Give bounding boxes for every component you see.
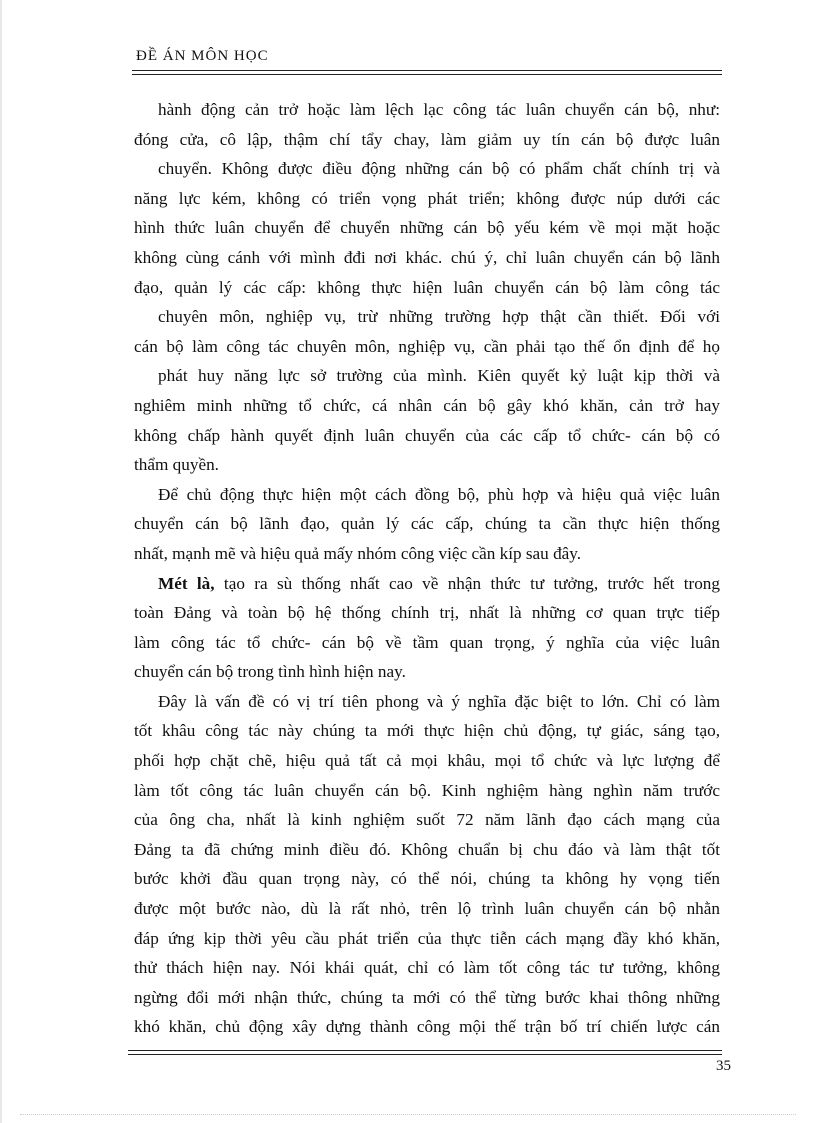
header-rule — [132, 70, 722, 71]
page-number: 35 — [716, 1058, 731, 1074]
text-line: Đảng ta đã chứng minh điều đó. Không chuẩn bị chu đáo và làm thật tốt — [134, 839, 720, 859]
text-line: được một bước nào, dù là rất nhỏ, trên lộ trình luân chuyển cán bộ nhằn — [134, 899, 720, 919]
text-line: nghiêm minh những tổ chức, cá nhân cán bộ gây khó khăn, cản trở hay — [134, 395, 720, 415]
text-line: chuyên môn, nghiệp vụ, trừ những trường hợp thật cần thiết. Đối với — [158, 307, 720, 327]
text-line: chuyển. Không được điều động những cán bộ có phẩm chất chính trị và — [158, 159, 720, 179]
text-line: Đây là vấn đề có vị trí tiên phong và ý nghĩa đặc biệt to lớn. Chỉ có làm — [158, 691, 720, 711]
text-line: cán bộ làm công tác chuyên môn, nghiệp vụ, cần phải tạo thế ổn định để họ — [134, 336, 720, 356]
text-line: đóng cửa, cô lập, thậm chí tẩy chay, làm giảm uy tín cán bộ được luân — [134, 129, 720, 149]
text-line: ngừng đổi mới nhận thức, chúng ta mới có thể từng bước khai thông những — [134, 987, 720, 1007]
text-line: năng lực kém, không có triển vọng phát triển; không được núp dưới các — [134, 188, 720, 208]
text-line: phối hợp chặt chẽ, hiệu quả tất cả mọi khâu, mọi tổ chức và lực lượng để — [134, 751, 720, 771]
bold-lead: Mét là, — [158, 573, 215, 593]
text-line: khó khăn, chủ động xây dựng thành công mội thế trận bố trí chiến lược cán — [134, 1017, 720, 1037]
text-line: hình thức luân chuyển để chuyển những cán bộ yếu kém về mọi mặt hoặc — [134, 218, 720, 238]
page-bottom-divider — [20, 1114, 796, 1115]
header-rule — [132, 74, 722, 75]
text-line: tốt khâu công tác này chúng ta mới thực hiện chủ động, tự giác, sáng tạo, — [134, 721, 720, 741]
text-line: phát huy năng lực sở trường của mình. Kiên quyết kỷ luật kịp thời và — [158, 366, 720, 386]
text-line: Để chủ động thực hiện một cách đồng bộ, phù hợp và hiệu quả việc luân — [158, 484, 720, 504]
text-line: thử thách hiện nay. Nói khái quát, chỉ có làm tốt công tác tư tưởng, không — [134, 958, 720, 978]
text-line: chuyển cán bộ trong tình hình hiện nay. — [134, 662, 406, 682]
footer-rule — [128, 1050, 722, 1051]
text-line: đạo, quản lý các cấp: không thực hiện luân chuyển cán bộ làm công tác — [134, 277, 720, 297]
text-line: nhất, mạnh mẽ và hiệu quả mấy nhóm công việc cần kíp sau đây. — [134, 543, 582, 563]
text-line: hành động cản trở hoặc làm lệch lạc công tác luân chuyển cán bộ, như: — [158, 100, 720, 119]
text-line: của ông cha, nhất là kinh nghiệm suốt 72 năm lãnh đạo cách mạng của — [134, 810, 720, 830]
text-line: làm tốt công tác luân chuyển cán bộ. Kinh nghiệm hàng nghìn năm trước — [134, 780, 720, 800]
text-line: bước khởi đầu quan trọng này, có thể nói, chúng ta không hy vọng tiến — [134, 869, 720, 889]
page-edge — [0, 0, 2, 1123]
text-line: toàn Đảng và toàn bộ hệ thống chính trị, nhất là những cơ quan trực tiếp — [134, 603, 720, 623]
document-body — [134, 95, 720, 1042]
text-line: không chấp hành quyết định luân chuyển của các cấp tổ chức- cán bộ có — [134, 425, 720, 445]
text-span: tạo ra sù thống nhất cao về nhận thức tư tưởng, trước hết trong — [223, 573, 720, 593]
text-line: chuyển cán bộ lãnh đạo, quản lý các cấp, chúng ta cần thực hiện thống — [134, 514, 720, 534]
text-line: làm công tác tổ chức- cán bộ về tầm quan trọng, ý nghĩa của việc luân — [134, 632, 720, 652]
footer-rule — [128, 1054, 722, 1055]
text-line: đáp ứng kịp thời yêu cầu phát triển của thực tiễn cách mạng đầy khó khăn, — [134, 928, 720, 948]
text-line-with-bold-lead — [134, 569, 720, 599]
text-line: thẩm quyền. — [134, 455, 219, 475]
page-header-title: ĐỀ ÁN MÔN HỌC — [136, 48, 269, 64]
text-line: không cùng cánh với mình đđi nơi khác. chú ý, chỉ luân chuyển cán bộ lãnh — [134, 247, 720, 267]
